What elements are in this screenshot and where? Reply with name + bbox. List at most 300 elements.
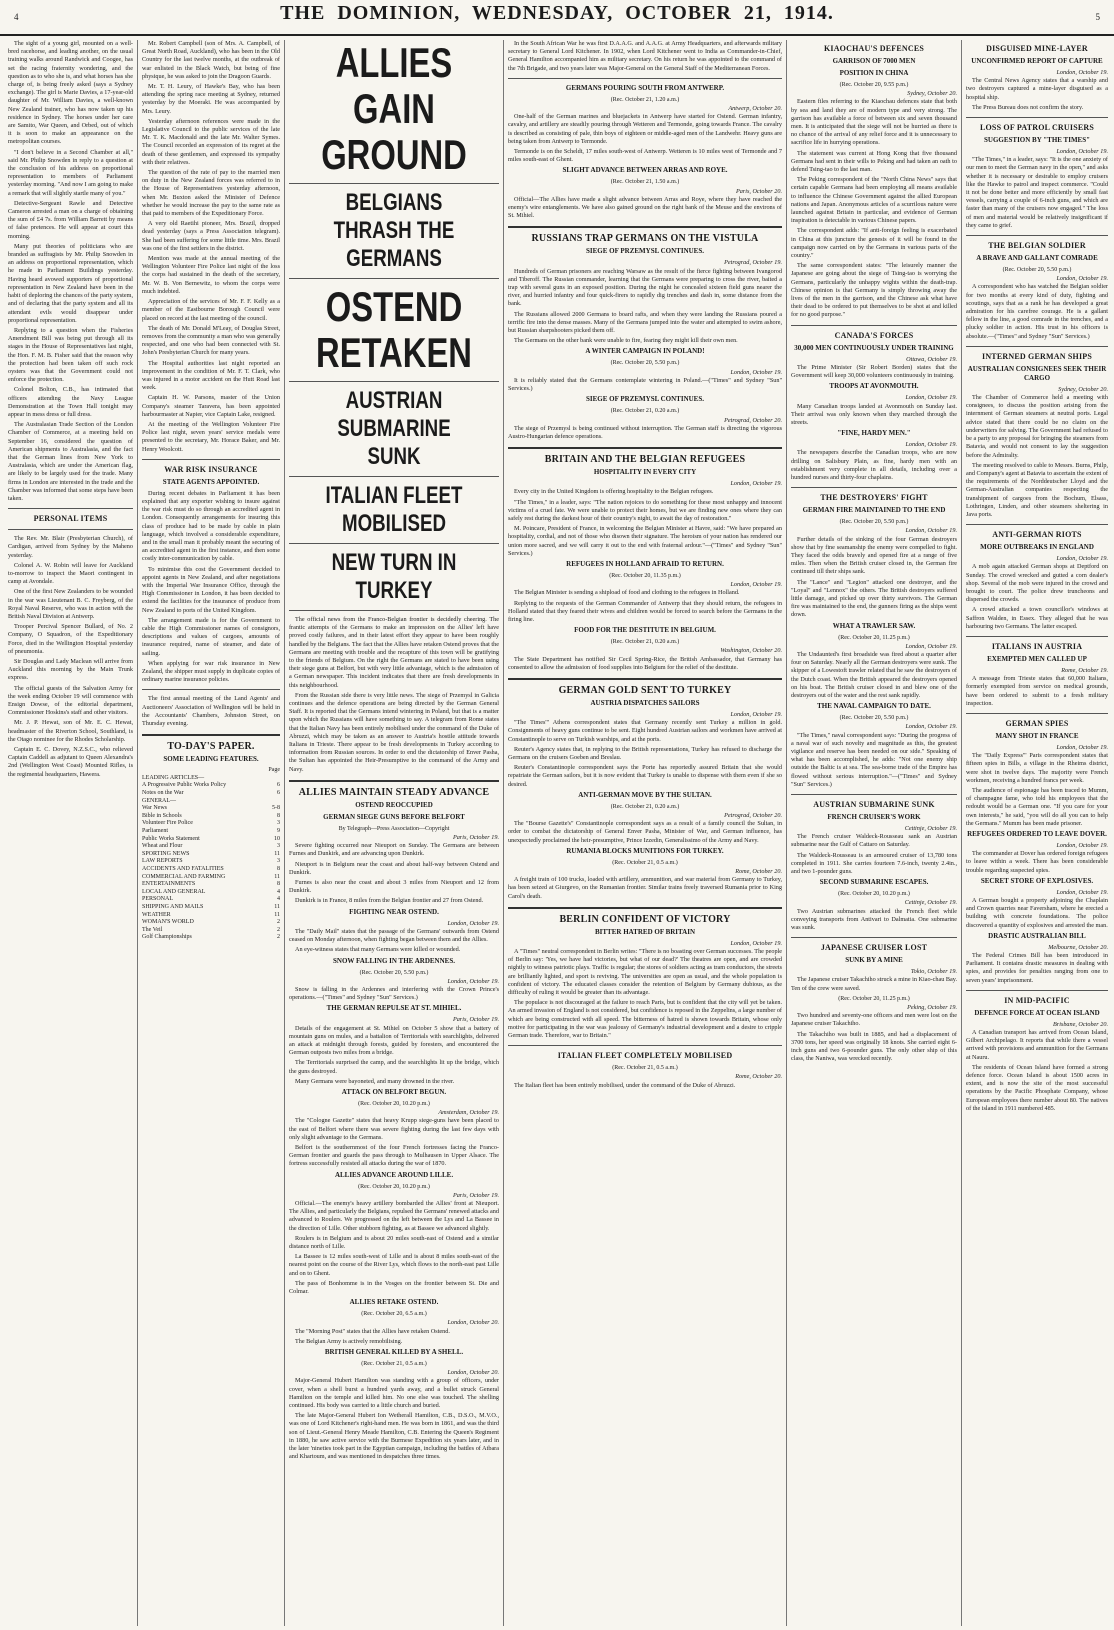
sub-heading: GERMAN FIRE MAINTAINED TO THE END <box>802 506 946 515</box>
banner-headline: ALLIES GAIN GROUND <box>321 40 467 178</box>
dateline: London, October 19. <box>1056 888 1108 896</box>
news-paragraph: The late Major-General Hubert Ion Wetherall Hamilton, C.B., D.S.O., M.V.O., was one of Lord Kitchener's right-hand men. He was born in 1861, and was the third son of Lieut.-General Henry Meade Hamilton, C.B. Entering the Queen's Regiment in 1880, he saw active service with the Burmese Expedition six years later, and in the later 'nineties took part in the Egyptian campaign, including the battles of Atbara and Khartoum, and was mentioned in despatches three times. <box>289 1412 499 1461</box>
news-paragraph: When applying for war risk insurance in New Zealand, the shipper must supply in duplicate copies of ordinary marine insurance policies. <box>142 659 280 684</box>
received-date: (Rec. October 20, 10.20 p.m.) <box>838 891 910 898</box>
toc-entry <box>142 775 280 783</box>
dateline: London, October 19. <box>905 394 957 402</box>
received-date: (Rec. October 20, 5.50 p.m.) <box>359 969 429 976</box>
news-paragraph: Official.—The enemy's heavy artillery bombarded the Allies' front at Nieuport. The Allies, and particularly the Belgians, repulsed the Germans' renewed attacks and advanced to Roulers. We progressed on the left between the Lys and La Bassee in the direction of Lille. Other stubborn fighting, as at Bassee we advanced slightly. <box>289 1199 499 1232</box>
dateline: London, October 19. <box>730 480 782 488</box>
news-paragraph: The "Bourse Gazette's" Constantinople correspondent says as a result of a family council the Sultan, in order to combat the dictatorship of General Enver Pasha, Minister of War, and German influence, has unexpectedly proclaimed the heir-presumptive, Prince Izzedin, Generalissimo of the Army and Navy. <box>508 820 782 844</box>
news-paragraph: The Belgian Army is actively remobilising. <box>295 1337 403 1345</box>
dateline: Ottawa, October 19. <box>906 355 957 363</box>
dateline: London, October 19. <box>1056 842 1108 849</box>
news-paragraph: The pass of Bonhomme is in the Vosges on the frontier between St. Die and Colmar. <box>289 1279 499 1295</box>
toc-entry <box>142 858 280 866</box>
section-heading: ALLIES RETAKE OSTEND. <box>349 1298 439 1307</box>
dateline: Brisbane, October 20. <box>1053 1020 1108 1028</box>
section-heading: GERMAN SPIES <box>1005 718 1069 728</box>
news-paragraph: During recent debates in Parliament it has been explained that any exporter wishing to insure against the war risk must do so through an accredited agent in London. Consequently arrangements for insuring this class of produce had to be made by cable in plain language, which involved a considerable expenditure, and in the small man it probably meant the securing of an accredited agent in the first instance, and then some costly inter-communication by cable. <box>142 489 280 563</box>
sub-heading: STATE AGENTS APPOINTED. <box>162 477 260 486</box>
news-paragraph: The Peking correspondent of the "North China News" says that certain capable Germans had been employing all means available to influence the Chinese Government against the allied European nations and Japan. Anonymous articles of a scurrilous nature were launched against Britain in particular, and evidence of German inspiration is detectable in various Chinese papers. <box>791 176 957 225</box>
news-paragraph: The "Daily Express'" Paris correspondent states that fifteen spies in Bills, a village in the Rheims district, were shot in twelve days. The majority were French workmen, receiving a hundred francs per week. <box>966 752 1108 784</box>
dateline: Peking, October 19. <box>907 1004 957 1012</box>
toc-entry-label: GENERAL— <box>142 797 176 804</box>
received-date: (Rec. October 21, 0.5 a.m.) <box>361 1361 427 1368</box>
toc-entry-page: 5-8 <box>272 805 280 812</box>
column-rule <box>961 40 962 1626</box>
toc-entry-label: Parliament <box>142 827 168 834</box>
section-heading: RUMANIA BLOCKS MUNITIONS FOR TURKEY. <box>566 846 724 855</box>
news-paragraph: The newspapers describe the Canadian troops, who are now drilling on Salisbury Plain, as fine, hardy men with an establishment very complete in all details, including over a hundred nurses and thirty-four chaplains. <box>791 449 957 481</box>
news-paragraph: Severe fighting occurred near Nieuport on Sunday. The Germans are between Furnes and Dunkirk, and are advancing upon Dunkirk. <box>289 842 499 858</box>
toc-entry-label: WOMAN'S WORLD <box>142 919 194 926</box>
news-paragraph: Detective-Sergeant Rawle and Detective Cameron arrested a man on a charge of obtaining the sum of £4 7s. from William Barrett by means of false pretences. He will appear at court this morning. <box>8 199 133 240</box>
section-heading: ANTI-GERMAN MOVE BY THE SULTAN. <box>578 790 712 799</box>
section-heading: IN MID-PACIFIC <box>1004 995 1070 1005</box>
toc-entry-label: COMMERCIAL AND FARMING <box>142 873 226 880</box>
dateline: Paris, October 20. <box>735 187 782 195</box>
toc-entry-page: 3 <box>277 858 280 865</box>
received-date: (Rec. October 20, 6.5 a.m.) <box>361 1311 427 1318</box>
news-paragraph: M. Poincare, President of France, in welcoming the Belgian Minister at Havre, said: "We have prepared an hospitality, cordial, and not of those who disown their signature. The heroism of your nation has rendered our union more sacred, and we will carry it out to the end with fraternal ardour."—("Times" and Sydney "Sun" Services.) <box>508 525 782 557</box>
toc-entry-page: 9 <box>277 827 280 834</box>
toc-entry <box>142 790 280 798</box>
column-3 <box>289 40 499 1626</box>
dateline: London, October 19. <box>1056 148 1108 156</box>
dateline: Petrograd, October 20. <box>724 812 782 819</box>
toc-entry <box>142 820 280 828</box>
news-paragraph: The first annual meeting of the Land Agents' and Auctioneers' Association of Wellington will be held in the Accountants' Chambers, Johnston Street, on Thursday evening. <box>142 695 280 728</box>
news-paragraph: Snow is falling in the Ardennes and interfering with the Crown Prince's operations.—("Times" and Sydney "Sun" Services.) <box>289 985 499 1002</box>
sub-heading: EXEMPTED MEN CALLED UP <box>987 654 1087 663</box>
toc-entry <box>142 874 280 882</box>
banner-headline: ITALIAN FLEET MOBILISED <box>325 482 463 537</box>
news-paragraph: A message from Trieste states that 60,000 Italians, formerly exempted from service on medical grounds, have been ordered to submit to a fresh military inspection. <box>966 675 1108 707</box>
news-paragraph: Mr. Robert Campbell (son of Mrs. A. Campbell, of Great North Road, Auckland), who has been in the Old Country for the last twelve months, at the outbreak of war enlisted in the Black Watch, but being of fine physique, he was asked to join the Dragoon Guards. <box>142 40 280 80</box>
news-paragraph: An eye-witness states that many Germans were killed or wounded. <box>295 946 461 954</box>
news-paragraph: Official—The Allies have made a slight advance between Arras and Roye, where they have reached the enemy's wire entanglements. We have also gained ground on the right bank of the Meuse and the environs of St. Mihiel. <box>508 195 782 220</box>
section-heading: INTERNED GERMAN SHIPS <box>982 351 1092 361</box>
dateline: London, October 20. <box>447 1319 499 1327</box>
received-date: (Rec. October 20, 10.20 p.m.) <box>358 1100 430 1107</box>
sub-heading: BITTER HATRED OF BRITAIN <box>594 927 696 936</box>
news-paragraph: The death of Mr. Donald M'Leay, of Douglas Street, removes from the community a man who was generally respected, and one who had been connected with St. John's Presbyterian Church for many years. <box>142 324 280 357</box>
table-of-contents <box>142 767 280 942</box>
banner-headline: BELGIANS THRASH THE GERMANS <box>333 189 455 272</box>
toc-entry-page: 10 <box>274 835 280 842</box>
section-heading: SLIGHT ADVANCE BETWEEN ARRAS AND ROYE. <box>562 166 728 175</box>
section-heading: A WINTER CAMPAIGN IN POLAND! <box>585 347 705 356</box>
news-paragraph: To minimise this cost the Government decided to appoint agents in New Zealand, and after negotiations with the Imperial War Insurance Office, through the High Commissioner in London, it has been decided to extend the facilities for the insurance of produce from New Zealand to ports of the United Kingdom. <box>142 565 280 614</box>
news-paragraph: A mob again attacked German shops at Deptford on Sunday. The crowd wrecked and gutted a corn dealer's shop. Several of the mob were injured in the crowd and brought to court. The police drew truncheons and dispersed the crowds. <box>966 563 1108 604</box>
news-paragraph: Details of the engagement at St. Mihiel on October 5 show that a battery of mountain guns on mules, and a battalion of Territorials with searchlights, delivered an attack at midnight through forests, guided by foresters, and encountered the German outposts two miles from a bridge. <box>289 1024 499 1057</box>
news-paragraph: Two Austrian submarines attacked the French fleet while conveying transports from Antivari to Dalmatia. One submarine was sunk. <box>791 907 957 932</box>
dateline: London, October 19. <box>905 527 957 535</box>
section-heading: DRASTIC AUSTRALIAN BILL <box>988 931 1086 940</box>
toc-entry <box>142 889 280 897</box>
section-heading: LOSS OF PATROL CRUISERS <box>979 123 1095 133</box>
toc-entry-page: 11 <box>274 903 280 910</box>
toc-entry-page: 8 <box>277 812 280 819</box>
toc-entry <box>142 836 280 844</box>
news-paragraph: The "Morning Post" states that the Allies have retaken Ostend. <box>295 1327 450 1335</box>
section-heading: WHAT A TRAWLER SAW. <box>832 621 916 630</box>
news-paragraph: The Central News Agency states that a warship and two destroyers captured a mine-layer disguised as a hospital ship. <box>966 77 1108 101</box>
news-paragraph: Every city in the United Kingdom is offering hospitality to the Belgian refugees. <box>514 488 714 496</box>
news-paragraph: Major-General Hubert Hamilton was standing with a group of officers, under cover, when a shell burst a hundred yards away, and a bullet struck General Hamilton on the temple and killed him. No one else was touched. The shelling continued. His body was carried to a little church and buried. <box>289 1377 499 1410</box>
credit-line: By Telegraph—Press Association—Copyright <box>338 825 450 832</box>
toc-entry <box>142 866 280 874</box>
news-paragraph: Mr. T. H. Leury, of Hawke's Bay, who has been attending the spring race meeting at Sydney, returned yesterday by the Moeraki. He was accompanied by Mrs. Leury. <box>142 83 280 115</box>
sub-heading: GERMAN SIEGE GUNS BEFORE BELFORT <box>323 812 465 821</box>
toc-entry-label: A Progressive Public Works Policy <box>142 782 227 789</box>
news-paragraph: The meeting resolved to cable to Messrs. Burns, Philp, and Company's agent at Batavia to ascertain the extent of the requirements of the Norddeutscher Lloyd and the German-Australian companies respecting the transhipment of cargoes from the Bochum, Elsass, Lothringen, Linden, and other steamers sheltering in Java ports. <box>966 461 1108 518</box>
dateline: London, October 19. <box>905 642 957 650</box>
dateline: London, October 19. <box>905 723 957 731</box>
received-date: (Rec. October 20, 5.50 p.m.) <box>839 519 909 526</box>
news-paragraph: The Italian fleet has been entirely mobilised, under the command of the Duke of Abruzzi. <box>514 1081 736 1089</box>
banner-headline: NEW TURN IN TURKEY <box>331 549 457 604</box>
toc-entry <box>142 805 280 813</box>
column-5 <box>791 40 957 1626</box>
sub-heading: GARRISON OF 7000 MEN <box>832 57 916 65</box>
news-paragraph: Two hundred and seventy-one officers and men were lost on the Japanese cruiser Takachiho. <box>791 1012 957 1028</box>
dateline: Rome, October 20. <box>735 868 782 876</box>
section-heading: BERLIN CONFIDENT OF VICTORY <box>559 913 731 925</box>
received-date: (Rec. October 20, 11.25 p.m.) <box>838 995 910 1002</box>
news-paragraph: It is reliably stated that the Germans contemplate wintering in Poland.—("Times" and Sydney "Sun" Services.) <box>508 376 782 393</box>
toc-entry-label: SHIPPING AND MAILS <box>142 903 204 910</box>
dateline: Rome, October 20. <box>735 1073 782 1081</box>
received-date: (Rec. October 21, 0.20 a.m.) <box>610 408 680 415</box>
column-6 <box>966 40 1108 1626</box>
sub-heading: OSTEND REOCCUPIED <box>355 800 433 809</box>
news-paragraph: The siege of Przemysl is being continued without interruption. The German staff is directing the vigorous Austro-Hungarian defence operations. <box>508 424 782 440</box>
news-paragraph: The Federal Crimes Bill has been introduced in Parliament. It contains drastic measures in dealing with spies, and provides for penalties ranging from one to seven years' imprisonment. <box>966 952 1108 984</box>
section-heading: RUSSIANS TRAP GERMANS ON THE VISTULA <box>531 233 759 245</box>
news-paragraph: Reuter's Agency states that, in replying to the British representations, Turkey has refused to discharge the Germans on the cruisers Goeben and Breslau. <box>508 745 782 761</box>
news-paragraph: From the Russian side there is very little news. The siege of Przemysl in Galicia continues and the defence operations are being directed by the German General Staff. It is reported that the Germans intend wintering in Poland, but that is a matter upon which the Russians will have something to say. A telegram from Rome states that the Italian Navy has been entirely mobilised under the command of the Duke of Abruzzi, which may be taken as an answer to Austria's hostile attitude towards Italians in Trieste. There appear to be fresh developments in Turkey according to information from Russian sources. In order to end the dictatorship of Enver Pasha, the Sultan has appointed the Heir-Presumptive to the command of the Army and Navy. <box>289 691 499 773</box>
news-paragraph: Many put theories of politicians who are branded as suffragists by Mr. Philip Snowden in an address on proportional representation, which he made in Parliament Buildings yesterday. Having heard avowed supporters of proportional representation in New Zealand have been in the habit of deploring the chances of the party system, and of declaring that the party system and all its attendant evils would disappear under proportional representation. <box>8 242 133 324</box>
masthead <box>0 0 1114 36</box>
dateline: London, October 19. <box>730 710 782 718</box>
news-paragraph: "The Times," in a leader, says: "The nation rejoices to do something for these most unhappy and innocent victims of a cruel fate. We were unable to protect their homes, but we are finding new ones where they can safely rest during the darkest hour of their country's night, to await the day of restoration." <box>508 498 782 522</box>
toc-entry-label: LAW REPORTS <box>142 858 183 865</box>
news-paragraph: The official news from the Franco-Belgian frontier is decidedly cheering. The frantic attempts of the Germans to make an impression on the Allies' left have proved costly failures, and in their latest effort they appear to have been roughly handled by the Belgians. The fact that the Allies have retaken Ostend proves that the Germans are meeting with trouble and the recapture of this town will be gratifying to the friends of Belgium. On the right the Germans are stated to have been using their siege guns at Belfort, but with very little advantage, which is the admission of a German newspaper. This incident indicates that there are fresh developments in this neighbourhood. <box>289 616 499 689</box>
column-1 <box>8 40 133 1626</box>
section-heading: GERMAN GOLD SENT TO TURKEY <box>558 684 732 696</box>
news-paragraph: The "Lance" and "Legion" attacked one destroyer, and the "Loyal" and "Lennox" the others. The British destroyers suffered little damage, and picked up over thirty survivors. The German fire was maintained to the end, the gunners firing as the ships went down. <box>791 578 957 619</box>
dateline: Rome, October 19. <box>1061 666 1108 674</box>
news-paragraph: A crowd attacked a town councillor's windows at Saffron Walden, in Essex. They alleged that he was harbouring two Germans. The latter escaped. <box>966 606 1108 630</box>
sub-heading: MORE OUTBREAKS IN ENGLAND <box>980 543 1094 552</box>
toc-entry-page: 11 <box>274 873 280 880</box>
sub-heading: FRENCH CRUISER'S WORK <box>827 813 921 822</box>
news-paragraph: The Territorials surprised the camp, and the searchlights lit up the bridge, which the guns destroyed. <box>289 1059 499 1075</box>
toc-entry-page: 6 <box>277 790 280 797</box>
column-rule <box>503 40 504 1626</box>
section-heading: FIGHTING NEAR OSTEND. <box>349 907 439 916</box>
news-paragraph: "The Times," naval correspondent says: "During the progress of a naval war of such novelty and magnitude as this, the greatest vigilance and reserve has been needed on our side." Speaking of what has been accomplished, he adds: "Not one enemy ship outside the Baltic is at sea. The sea-borne trade of the Empire has flowed without serious interruption."—("Times" and Sydney "Sun" Services.) <box>791 731 957 788</box>
section-heading: SNOW FALLING IN THE ARDENNES. <box>333 956 455 965</box>
dateline: London, October 19. <box>730 581 782 589</box>
toc-entry <box>142 934 280 942</box>
toc-entry-page: 3 <box>277 843 280 850</box>
banner-headline: AUSTRIAN SUBMARINE SUNK <box>337 387 451 470</box>
section-heading: JAPANESE CRUISER LOST <box>820 943 928 953</box>
received-date: (Rec. October 20, 10.20 p.m.) <box>358 1183 430 1190</box>
news-paragraph: The correspondent adds: "If anti-foreign feeling is exacerbated in China at this juncture the genesis of it will be found in the campaign now carried on by the Germans in various parts of the country." <box>791 227 957 260</box>
news-paragraph: Many Germans were bayoneted, and many drowned in the river. <box>295 1077 455 1085</box>
column-4 <box>508 40 782 1626</box>
section-heading: "FINE, HARDY MEN." <box>837 429 911 438</box>
toc-entry <box>142 782 280 790</box>
section-heading: THE NAVAL CAMPAIGN TO DATE. <box>817 702 931 711</box>
news-paragraph: The Belgian Minister is sending a shipload of food and clothing to the refugees in Holland. <box>514 589 740 597</box>
received-date: (Rec. October 21, 0.20 a.m.) <box>610 803 680 810</box>
news-paragraph: Dunkirk is in France, 8 miles from the Belgian frontier and 27 from Ostend. <box>295 897 484 905</box>
sub-heading: POSITION IN CHINA <box>839 69 909 77</box>
news-paragraph: Mention was made at the annual meeting of the Wellington Volunteer Fire Police last night of the loss the corps had sustained in the death of the secretary, Mr. W. B. Von Bernewitz, to whom the corps were much indebted. <box>142 255 280 295</box>
toc-entry-label: ENTERTAINMENTS <box>142 881 196 888</box>
toc-entry <box>142 828 280 836</box>
news-paragraph: The "Cologne Gazette" states that heavy Krupp siege-guns have been placed to the east of Belfort where there was severe fighting during the last few days with only slight advantage to the Germans. <box>289 1117 499 1141</box>
dateline: Amsterdam, October 19. <box>438 1109 499 1117</box>
section-heading: DISGUISED MINE-LAYER <box>986 44 1088 53</box>
toc-entry-label: Golf Championships <box>142 934 192 941</box>
news-paragraph: Replying to a question when the Fisheries Amendment Bill was being put through all its stages in the House of Representatives last night, the Hon. F. M. B. Fisher said that the reason why the protection had been taken off such rock oysters was that the Government could not enforce the protection. <box>8 326 133 384</box>
column-2 <box>142 40 280 1626</box>
news-paragraph: The arrangement made is for the Government to cable the High Commissioner names of consignors, descriptions and values of cargoes, amounts of insurance required, name of steamer, and date of sailing. <box>142 616 280 657</box>
dateline: London, October 19. <box>1056 275 1108 283</box>
dateline: London, October 19. <box>1056 555 1108 563</box>
section-heading: ANTI-GERMAN RIOTS <box>992 530 1082 540</box>
dateline: Washington, October 20. <box>720 647 782 655</box>
dateline: London, October 19. <box>447 977 499 985</box>
news-paragraph: Appreciation of the services of Mr. F. F. Kelly as a member of the Eastbourne Borough Council were placed on record at the last meeting of the council. <box>142 298 280 322</box>
section-heading: REFUGEES ORDERED TO LEAVE DOVER. <box>967 830 1107 838</box>
news-paragraph: The Takachiho was built in 1885, and had a displacement of 3700 tons, her speed was originally 18 knots. She carried eight 6-inch guns and two 6-pounder guns. The only other ship of this class, the Naniwa, was wrecked recently. <box>791 1030 957 1063</box>
section-heading: WAR RISK INSURANCE <box>164 464 258 474</box>
received-date: (Rec. October 20, 11.35 p.m.) <box>609 572 681 579</box>
news-paragraph: The statement was current at Hong Kong that five thousand Germans had sent in their wills to Peking and had taken an oath to defend Tsing-tao to the last man. <box>791 149 957 174</box>
toc-entry-page: 2 <box>277 934 280 941</box>
toc-entry-page: 11 <box>274 850 280 857</box>
news-paragraph: Hundreds of German prisoners are reaching Warsaw as the result of the fierce fighting between Ivangorod and Tiberoff. The Russian commander, learning that the Germans were preparing to cross the river, baited a trap with several guns in an exposed position. During the night he concealed sixteen field guns nearer the river, and hurried infantry and four quick-firers to rapidly dig trenches and dash in, some distance from the bank. <box>508 267 782 308</box>
sub-heading: HOSPITALITY IN EVERY CITY <box>593 468 697 477</box>
news-paragraph: Many Canadian troops landed at Avonmouth on Sunday last. Their arrival was only known when they marched through the streets. <box>791 402 957 426</box>
dateline: London, October 19. <box>905 441 957 449</box>
news-paragraph: Roulers is in Belgium and is about 20 miles south-east of Ostend and a similar distance north of Lille. <box>289 1234 499 1250</box>
toc-entry-label: PERSONAL <box>142 896 174 903</box>
news-paragraph: Further details of the sinking of the four German destroyers show that by fine seamanship the enemy were compelled to fight. They faced the odds bravely and opened fire at a range of five miles. Then when the British cruiser closed in, the German fire continued till their ships sank. <box>791 535 957 576</box>
news-paragraph: Sir Douglas and Lady Maclean will arrive from Auckland this morning by the Main Trunk express. <box>8 658 133 682</box>
toc-entry-label: LOCAL AND GENERAL <box>142 888 206 895</box>
section-heading: SECRET STORE OF EXPLOSIVES. <box>980 876 1094 885</box>
toc-entry <box>142 904 280 912</box>
news-paragraph: One-half of the German marines and bluejackets in Antwerp have started for Ostend. German infantry, cavalry, and artillery are steadily pouring through Wetteren and Termonde, going towards France. The cavalry is described as consisting of pale, thin boys of eighteen or middle-aged men of the Landwehr. Heavy guns are being taken from Antwerp to Termonde. <box>508 113 782 145</box>
dateline: Petrograd, October 19. <box>724 259 782 267</box>
news-paragraph: The Undaunted's first broadside was fired about a quarter after four on Saturday. Nearly all the German destroyers were sunk. The skipper of a Lowestoft trawler related that he saw the destroyers of the Dutch coast. When the British appeared the destroyers opened on his boat. The British cruiser closed in and blew one of the destroyers out of the water and the rest sank rapidly. <box>791 650 957 699</box>
news-paragraph: "The Times," in a leader, says: "It is the one anxiety of our men to meet the German navy in the open," and asks whether it is necessary or desirable to employ cruisers like the Hawke to patrol and inspect commerce. "Could it not be done better and more efficiently by small fast vessels, carrying a couple of 6-inch guns, and which are faster than many of the cruisers now engaged." The loss of men and material would be relatively insignificant if they came to grief. <box>966 156 1108 229</box>
dateline: London, October 19. <box>1056 743 1108 751</box>
news-paragraph: The audience of espionage has been traced to Mumm, of champagne fame, who told his employees that the redoubt would be a German one. "If you care for your own interests," he said, "you will do all you can to help the Germans." Mumm has been made prisoner. <box>966 786 1108 827</box>
dateline: London, October 20. <box>447 1369 499 1377</box>
toc-entry-page: 4 <box>277 896 280 903</box>
news-paragraph: Mr. J. P. Hewat, son of Mr. E. C. Hewat, headmaster of the Riverton School, Southland, is the Otago nominee for the Rhodes Scholarship. <box>8 719 133 743</box>
section-heading: THE DESTROYERS' FIGHT <box>820 493 928 503</box>
toc-entry-label: ACCIDENTS AND FATALITIES <box>142 865 224 872</box>
news-paragraph: The Chamber of Commerce held a meeting with consignees, to discuss the position arising from the internment of German steamers at neutral ports. Legal advice stated that there could be no claim on the underwriters for salving. The Government had refused to be a party to any proposal for bringing the steamers from Batavia, and would not consent to lay the suggestion before the Admiralty. <box>966 394 1108 459</box>
toc-entry-label: Volunteer Fire Police <box>142 820 193 827</box>
section-heading: PERSONAL ITEMS <box>33 514 108 524</box>
section-heading: CANADA'S FORCES <box>834 330 914 340</box>
section-heading: FOOD FOR THE DESTITUTE IN BELGIUM. <box>574 626 716 635</box>
section-heading: REFUGEES IN HOLLAND AFRAID TO RETURN. <box>566 559 724 568</box>
news-paragraph: A very old Raetihi pioneer, Mrs. Brazil, dropped dead yesterday (says a Press Association telegram). She had been suffering for some little time. Mrs. Brazil was one of the first settlers in the district. <box>142 220 280 252</box>
dateline: London, October 19. <box>447 919 499 927</box>
section-heading: THE BELGIAN SOLDIER <box>988 241 1086 251</box>
section-heading: AUSTRIAN SUBMARINE SUNK <box>813 800 935 810</box>
news-paragraph: Colonel A. W. Robin will leave for Auckland to-morrow to inspect the Maori contingent in camp at Avondale. <box>8 561 133 586</box>
news-paragraph: The Japanese cruiser Takachiho struck a mine in Kiao-chau Bay. Ten of the crew were saved. <box>791 976 957 992</box>
received-date: (Rec. October 21, 0.5 a.m.) <box>612 1065 678 1072</box>
toc-entry <box>142 912 280 920</box>
toc-entry <box>142 896 280 904</box>
news-paragraph: Replying to the requests of the German Commander of Antwerp that they should return, the refugees in Holland stated that they feared their wives and children would be forced to search before the Germans in the firing line. <box>508 599 782 623</box>
dateline: Tokio, October 19. <box>910 968 957 976</box>
toc-entry <box>142 881 280 889</box>
news-paragraph: Reuter's Constantinople correspondent says the Porte has reportedly assured Britain that she would repatriate the German sailors, but it is now evident that Turkey is unable to dispense with them even if she so desired. <box>508 764 782 788</box>
section-heading: BRITISH GENERAL KILLED BY A SHELL. <box>324 1348 464 1357</box>
toc-entry-page: 8 <box>277 865 280 872</box>
news-paragraph: The residents of Ocean Island have formed a strong defence force. Ocean Island is about 1500 acres in extent, and is now the site of the most successful operations by the Pacific Phosphate Company, whose European employees there number about 80. The natives of the island in 1911 numbered 485. <box>966 1063 1108 1112</box>
news-paragraph: A Canadian transport has arrived from Ocean Island, Gilbert Archipelago. It reports that while there a vessel arrived with provisions and ammunition for the Germans at Nauru. <box>966 1029 1108 1061</box>
toc-entry <box>142 851 280 859</box>
sub-heading: SUNK BY A MINE <box>845 956 903 965</box>
section-heading: ALLIES MAINTAIN STEADY ADVANCE <box>298 786 490 798</box>
toc-entry <box>142 813 280 821</box>
toc-entry <box>142 919 280 927</box>
sub-heading: AUSTRALIAN CONSIGNEES SEEK THEIR CARGO <box>967 364 1107 382</box>
section-heading: KIAOCHAU'S DEFENCES <box>823 44 925 53</box>
sub-heading: SIEGE OF PRZEMYSL CONTINUES. <box>586 247 704 256</box>
news-paragraph: The French cruiser Waldeck-Rousseau sank an Austrian submarine near the Gulf of Cattaro on Saturday. <box>791 833 957 849</box>
dateline: Melbourne, October 20. <box>1048 943 1108 951</box>
news-paragraph: The Australasian Trade Section of the London Chamber of Commerce, at a meeting held on September 16, considered the question of American shipments to Australasia, and the fact that the German lines from New York to Australasia, which are under the American flag, are likely to be largely used for the trade. Many firms in London are interested in the trade and the Chamber was informed that some steps have been taken. <box>8 421 133 502</box>
todays-paper-heading: TO-DAY'S PAPER. <box>167 741 255 753</box>
news-paragraph: The populace is not discouraged at the failure to reach Paris, but is confident that the city will yet be taken. An armed invasion of England is not considered, but confidence is reposed in the Zeppelins, a large number of which are being constructed with all speed. The bitterness of hatred is shown towards Britain, whose only motive for participating in the war was jealousy of Germany's industrial development and a desire to cripple German trade. Therefore, war to Britain." <box>508 999 782 1040</box>
sub-heading: UNCONFIRMED REPORT OF CAPTURE <box>971 57 1103 65</box>
news-paragraph: Furnes is also near the coast and about 3 miles from Nieuport and 12 from Dunkirk. <box>289 879 499 895</box>
dateline: Paris, October 19. <box>452 1191 499 1199</box>
toc-entry-page: 11 <box>274 911 280 918</box>
news-paragraph: Colonel Bolton, C.B., has intimated that officers attending the Navy League Demonstration at the Town Hall tonight may appear in mess dress or full dress. <box>8 386 133 418</box>
section-heading: ITALIANS IN AUSTRIA <box>991 641 1083 651</box>
news-paragraph: The commander at Dover has ordered foreign refugees to leave within a week. There has been considerable trouble regarding suspected spies. <box>966 850 1108 874</box>
toc-entry-label: War News <box>142 805 168 812</box>
sub-heading: 30,000 MEN CONTINUOUSLY UNDER TRAINING <box>794 343 954 352</box>
news-paragraph: A "Times" neutral correspondent in Berlin writes: "There is no boasting over German successes. The people of Berlin say: 'Yes, we have had victories, but what of our dead?' The theatres are open, and are crowded nightly to witness patriotic plays. Traffic is regular; the stores of soldiers acting as tram conductors, the streets are brilliantly lighted, and sport is reviving. The universities are open as usual, and the whole population is confident of victory. The educated classes consider the retention of Belgium by Germany dubious, as the difficulty of ruling it would be greater than its advantage. <box>508 948 782 997</box>
news-paragraph: Captain E. C. Dovey, N.Z.S.C., who relieved Captain Caddell as adjutant to Queen Alexandra's 2nd (Wellington West Coast) Mounted Rifles, is the regimental headquarters, Hawera. <box>8 746 133 778</box>
sub-heading: A BRAVE AND GALLANT COMRADE <box>976 254 1098 263</box>
toc-entry-label: The Veil <box>142 926 163 933</box>
news-paragraph: Belfort is the southernmost of the four French fortresses facing the Franco-German frontier and guards the pass through to Mulhausen in Upper Alsace. The fortress successfully resisted all attacks during the war of 1870. <box>289 1143 499 1168</box>
section-heading: ITALIAN FLEET COMPLETELY MOBILISED <box>557 1051 733 1061</box>
news-paragraph: The question of the rate of pay to the married men on duty in the New Zealand forces was referred to in the House of Representatives yesterday afternoon, when Mr. Buxton asked the Minister of Defence whether he would increase the pay to the same rate as that paid to members of the Expeditionary Force. <box>142 169 280 218</box>
news-paragraph: Termonde is on the Scheldt, 17 miles south-west of Antwerp. Wetteren is 10 miles west of Termonde and 7 miles south-east of Ghent. <box>508 148 782 164</box>
news-paragraph: At the meeting of the Wellington Volunteer Fire Police last night, seven years' service medals were presented to the secretary, Mr. Horace Baker, and Mr. Henry Woolcott. <box>142 420 280 453</box>
news-paragraph: The sight of a young girl, mounted on a well-bred racehorse, and leading another, on the usual training walks around Randwick and Coogee, has set the racing fraternity wondering, and the question as to who she is, and what horses has she charge of, is being freely asked (says a Sydney exchange). The girl is Marie Davies, a 17-year-old daughter of Mr. William Davies, a well-known New Zealand trainer, who has now taken up his residence in Sydney. The horses under her care are Samito, War Queen, and Orbed, out of which it is soon to make an appearance on the metropolitan courses. <box>8 40 133 146</box>
received-date: (Rec. October 20, 11.25 p.m.) <box>838 634 910 641</box>
news-paragraph: Captain H. W. Parsons, master of the Union Company's steamer Taravera, has been appointed harbourmaster at Napier, vice Captain Lake, resigned. <box>142 394 280 418</box>
section-heading: SECOND SUBMARINE ESCAPES. <box>819 878 929 887</box>
toc-entry-label: Notes on the War <box>142 790 184 797</box>
toc-header: Page <box>268 767 280 774</box>
news-paragraph: A German bought a property adjoining the Chaplain and Crown quarries near Faversham, where he erected a building with concrete foundations. The police discovered a quantity of explosives and arrested the man. <box>966 897 1108 929</box>
news-paragraph: La Bassee is 12 miles south-west of Lille and is about 8 miles south-east of the nearest point on the course of the River Lys, which flows to the north-east past Lille and on to Ghent. <box>289 1253 499 1277</box>
received-date: (Rec. October 20, 9.55 p.m.) <box>839 82 909 88</box>
dateline: London, October 19. <box>730 368 782 376</box>
sub-heading: AUSTRIA DISPATCHES SAILORS <box>590 698 700 707</box>
dateline: Paris, October 19. <box>452 1016 499 1024</box>
news-paragraph: The Press Bureau does not confirm the story. <box>972 103 1084 111</box>
dateline: Antwerp, October 20. <box>728 105 782 113</box>
toc-entry-page: 2 <box>277 926 280 933</box>
received-date: (Rec. October 21, 0.20 a.m.) <box>610 639 680 646</box>
news-paragraph: "I don't believe in a Second Chamber at all," said Mr. Philip Snowden in reply to a question at the conclusion of his address on proportional representation to members of Parliament yesterday morning. "And now I am going to make a remark that will slightly startle many of you." <box>8 148 133 197</box>
toc-entry-label: Wheat and Flour <box>142 843 183 850</box>
received-date: (Rec. October 20, 5.50 p.m.) <box>610 360 680 367</box>
section-heading: BRITAIN AND THE BELGIAN REFUGEES <box>544 454 746 466</box>
section-heading: SIEGE OF PRZEMYSL CONTINUES. <box>586 395 704 404</box>
todays-paper-subheading: SOME LEADING FEATURES. <box>163 755 259 764</box>
section-heading: GERMANS POURING SOUTH FROM ANTWERP. <box>565 83 725 92</box>
dateline: London, October 19. <box>730 939 782 947</box>
received-date: (Rec. October 21, 1.50 a.m.) <box>610 179 680 186</box>
sub-heading: DEFENCE FORCE AT OCEAN ISLAND <box>974 1008 1100 1017</box>
toc-entry-label: SPORTING NEWS <box>142 850 190 857</box>
news-paragraph: One of the first New Zealanders to be wounded in the war was Lieutenant B. C. Freyberg, of the Royal Naval Reserve, who was in action with the British Naval Division at Antwerp. <box>8 588 133 620</box>
received-date: (Rec. October 20, 5.50 p.m.) <box>839 715 909 722</box>
newspaper-title: THE DOMINION, WEDNESDAY, OCTOBER 21, 1914. <box>280 2 834 24</box>
dateline: Cettinje, October 19. <box>904 899 957 907</box>
news-paragraph: The Prime Minister (Sir Robert Borden) states that the Government will keep 30,000 volunteers continuously in training. <box>791 363 957 380</box>
received-date: (Rec. October 21, 1.20 a.m.) <box>610 96 680 103</box>
news-paragraph: Yesterday afternoon references were made in the Legislative Council to the public services of the late Mr. T. K. Macdonald and the late Mr. Walter Symes. The Council recorded an expression of its regret at the death of these gentlemen, and expressed its sympathy with their relatives. <box>142 117 280 166</box>
banner-headline: OSTEND RETAKEN <box>316 283 472 376</box>
toc-entry-page: 2 <box>277 919 280 926</box>
news-paragraph: Eastern files referring to the Kiaochau defences state that both by sea and land they are of modern type and very strong. The garrison has available a force of between six and seven thousand men. It is anticipated that the siege will not be hurried as there is no chance of the arrival of any relief force and it is unnecessary to sacrifice life in hurrying operations. <box>791 98 957 147</box>
news-paragraph: The official guests of the Salvation Army for the week ending October 19 will commence with Ensign Dowse, of the editorial department, Commissioner Hoskins's staff and other visitors. <box>8 684 133 717</box>
toc-entry-label: Bible in Schools <box>142 812 182 819</box>
dateline: Paris, October 19. <box>452 834 499 842</box>
sub-heading: SUGGESTION BY "THE TIMES" <box>984 136 1090 145</box>
news-paragraph: The State Department has notified Sir Cecil Spring-Rice, the British Ambassador, that Germany has consented to allow the admission of food supplies into Belgium for the relief of the destitute. <box>508 655 782 671</box>
column-rule <box>284 40 285 1626</box>
received-date: (Rec. October 21, 0.5 a.m.) <box>612 859 678 866</box>
news-paragraph: The "Daily Mail" states that the passage of the Germans' outwards from Ostend ceased on Monday afternoon, when fighting began between them and the Allies. <box>289 927 499 944</box>
toc-entry <box>142 798 280 806</box>
news-paragraph: Trooper Percival Spencer Bullard, of No. 2 Company, O Squadron, of the Expeditionary Force, died in the Wellington Hospital yesterday of pneumonia. <box>8 623 133 655</box>
news-paragraph: A correspondent who has watched the Belgian soldier for two months at every kind of duty, fighting and scoutings, says that as a rank he has developed a great admiration for his carefree courage. He is a gallant fellow in the line, a good comrade in the trenches, and a plucky soldier in action. His trust in his officers is absolute.—("Times" and Sydney "Sun" Services.) <box>966 283 1108 340</box>
sub-heading: MANY SHOT IN FRANCE <box>995 731 1079 740</box>
news-paragraph: In the South African War he was first D.A.A.G. and A.A.G. at Army Headquarters, and afterwards military secretary to General Lord Kitchener. In 1902, when Lord Kitchener went to India as Commander-in-Chief, General Hamilton accompanied him as military secretary. On his return he was appointed to the command of the 7th Brigade, and two years later was Major-General on the General Staff of the Mediterranean Forces. <box>508 40 782 72</box>
news-paragraph: The same correspondent states: "The leisurely manner the Japanese are going about the siege of Tsing-tao is worrying the Germans, particularly the unhappy wights within the death-trap. Chinese opinion is that Germany is simply throwing away the lives of the men in the garrison, and the Chinese ask what have their dead to be ordered to put themselves to be shot at and killed for no good purpose." <box>791 262 957 319</box>
toc-entry <box>142 843 280 851</box>
dateline: Petrograd, October 20. <box>724 416 782 424</box>
